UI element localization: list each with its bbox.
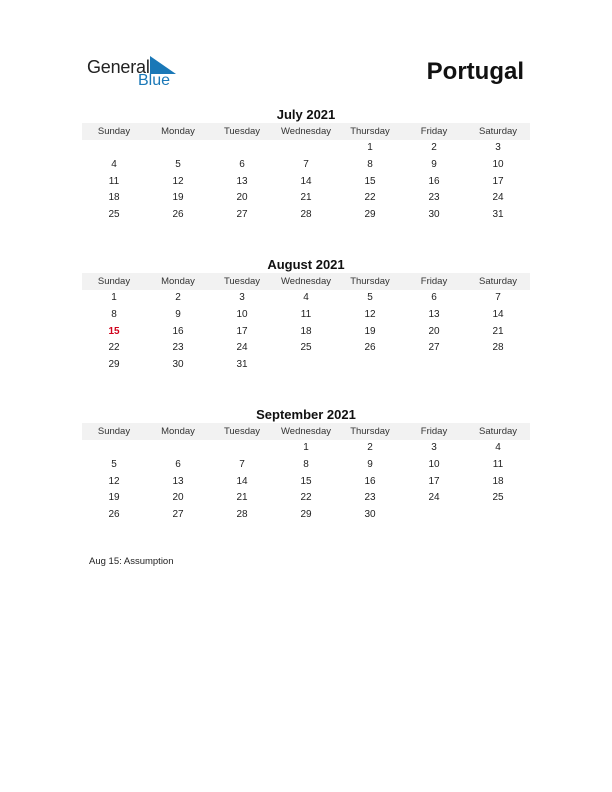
day-cell xyxy=(210,140,274,157)
week-row xyxy=(82,507,530,524)
day-cell: 10 xyxy=(492,158,504,170)
day-cell xyxy=(274,357,338,374)
day-cell: 2 xyxy=(431,142,437,153)
day-cell: 29 xyxy=(364,209,376,221)
day-cell: 11 xyxy=(300,308,312,320)
day-cell: 18 xyxy=(492,475,504,487)
day-cell: 1 xyxy=(111,292,117,303)
day-cell: 23 xyxy=(428,192,440,204)
weekday-label: Wednesday xyxy=(281,276,331,287)
weekday-label: Thursday xyxy=(350,126,390,137)
day-cell: 29 xyxy=(300,509,312,521)
weekday-label: Monday xyxy=(161,426,195,437)
day-cell: 29 xyxy=(108,359,120,371)
weekday-label: Sunday xyxy=(97,276,131,287)
day-cell: 23 xyxy=(364,492,376,504)
day-cell: 25 xyxy=(300,342,312,354)
month-block xyxy=(82,106,530,224)
day-cell: 15 xyxy=(300,475,312,487)
week-row xyxy=(82,340,530,357)
day-cell: 26 xyxy=(172,209,184,221)
day-cell: 10 xyxy=(236,308,248,320)
day-cell: 25 xyxy=(108,209,120,221)
logo-text-blue: Blue xyxy=(138,72,171,89)
day-cell: 24 xyxy=(492,192,504,204)
day-cell xyxy=(338,357,402,374)
weekday-label: Tuesday xyxy=(223,276,261,287)
day-cell xyxy=(146,440,210,457)
day-cell: 16 xyxy=(172,325,184,337)
weekday-label: Friday xyxy=(420,276,448,287)
week-row xyxy=(82,190,530,207)
day-cell: 5 xyxy=(111,458,117,470)
month-title: September 2021 xyxy=(256,407,356,422)
weekday-label: Sunday xyxy=(97,426,131,437)
day-cell: 24 xyxy=(236,342,248,354)
day-cell: 28 xyxy=(236,509,248,521)
day-cell xyxy=(466,507,530,524)
day-cell: 9 xyxy=(367,458,373,470)
day-cell: 30 xyxy=(428,209,440,221)
day-cell: 8 xyxy=(303,458,309,470)
weekday-label: Friday xyxy=(420,126,448,137)
week-row xyxy=(82,474,530,491)
day-cell: 27 xyxy=(172,509,184,521)
day-cell: 12 xyxy=(364,308,376,320)
day-cell: 22 xyxy=(300,492,312,504)
day-cell: 15 xyxy=(364,175,376,187)
day-cell: 5 xyxy=(367,292,373,303)
day-cell xyxy=(466,357,530,374)
day-cell xyxy=(146,140,210,157)
day-cell: 10 xyxy=(428,458,440,470)
day-cell: 24 xyxy=(428,492,440,504)
day-cell: 26 xyxy=(108,509,120,521)
day-cell: 11 xyxy=(108,175,120,187)
day-cell: 3 xyxy=(431,442,437,453)
day-cell: 13 xyxy=(428,308,440,320)
month-title: July 2021 xyxy=(276,107,336,122)
weekday-label: Monday xyxy=(161,126,195,137)
day-cell: 21 xyxy=(300,192,312,204)
week-row xyxy=(82,290,530,307)
day-cell: 27 xyxy=(236,209,248,221)
day-cell: 31 xyxy=(492,209,504,221)
day-cell: 8 xyxy=(367,158,373,170)
week-row xyxy=(82,440,530,457)
day-cell: 14 xyxy=(300,175,312,187)
day-cell: 19 xyxy=(108,492,120,504)
day-cell: 13 xyxy=(172,475,184,487)
week-row xyxy=(82,140,530,157)
day-cell: 11 xyxy=(492,458,504,470)
day-cell: 17 xyxy=(428,475,440,487)
month-block xyxy=(82,406,530,524)
weekday-label: Thursday xyxy=(350,426,390,437)
weekday-label: Saturday xyxy=(478,126,518,137)
day-cell: 19 xyxy=(364,325,376,337)
day-cell: 28 xyxy=(492,342,504,354)
day-cell: 21 xyxy=(236,492,248,504)
holiday-notes xyxy=(89,556,174,567)
day-cell: 22 xyxy=(364,192,376,204)
day-cell: 5 xyxy=(175,158,181,170)
weekday-label: Saturday xyxy=(478,426,518,437)
weekday-label: Friday xyxy=(420,426,448,437)
day-cell: 28 xyxy=(300,209,312,221)
weekday-label: Monday xyxy=(161,276,195,287)
weekday-header-row xyxy=(82,273,530,290)
day-cell: 6 xyxy=(175,458,181,470)
day-cell: 13 xyxy=(236,175,248,187)
day-cell: 12 xyxy=(172,175,184,187)
day-cell: 31 xyxy=(236,359,248,371)
day-cell: 20 xyxy=(236,192,248,204)
day-cell: 14 xyxy=(492,308,504,320)
day-cell: 1 xyxy=(367,142,373,153)
day-cell: 8 xyxy=(111,308,117,320)
week-row xyxy=(82,490,530,507)
day-cell: 16 xyxy=(428,175,440,187)
week-row xyxy=(82,324,530,341)
day-cell: 7 xyxy=(303,158,309,170)
day-cell: 18 xyxy=(300,325,312,337)
day-cell: 26 xyxy=(364,342,376,354)
day-cell: 4 xyxy=(495,442,501,453)
day-cell: 2 xyxy=(367,442,373,453)
day-cell: 17 xyxy=(492,175,504,187)
week-row xyxy=(82,174,530,191)
weekday-label: Tuesday xyxy=(223,126,261,137)
day-cell: 16 xyxy=(364,475,376,487)
month-title: August 2021 xyxy=(267,257,345,272)
week-row xyxy=(82,207,530,224)
day-cell xyxy=(82,140,146,157)
day-cell: 1 xyxy=(303,442,309,453)
day-cell: 3 xyxy=(495,142,501,153)
generalblue-logo xyxy=(87,55,187,91)
day-cell: 19 xyxy=(172,192,184,204)
day-cell: 6 xyxy=(239,158,245,170)
day-cell: 14 xyxy=(236,475,248,487)
weekday-header-row xyxy=(82,123,530,140)
day-cell: 20 xyxy=(172,492,184,504)
week-row xyxy=(82,357,530,374)
day-cell xyxy=(210,440,274,457)
day-cell: 22 xyxy=(108,342,120,354)
weekday-label: Sunday xyxy=(97,126,131,137)
day-cell: 9 xyxy=(431,158,437,170)
holiday-note: Aug 15: Assumption xyxy=(89,556,174,567)
week-row xyxy=(82,157,530,174)
week-row xyxy=(82,457,530,474)
country-title: Portugal xyxy=(426,58,524,85)
weekday-label: Thursday xyxy=(350,276,390,287)
day-cell: 6 xyxy=(431,292,437,303)
day-cell: 23 xyxy=(172,342,184,354)
day-cell: 30 xyxy=(364,509,376,521)
weekday-label: Wednesday xyxy=(281,126,331,137)
weekday-header-row xyxy=(82,423,530,440)
day-cell-holiday: 15 xyxy=(108,325,120,337)
day-cell: 4 xyxy=(111,158,117,170)
week-row xyxy=(82,307,530,324)
day-cell: 7 xyxy=(239,458,245,470)
weekday-label: Tuesday xyxy=(223,426,261,437)
day-cell: 18 xyxy=(108,192,120,204)
day-cell: 21 xyxy=(492,325,504,337)
day-cell xyxy=(402,357,466,374)
weekday-label: Saturday xyxy=(478,276,518,287)
month-block xyxy=(82,256,530,374)
day-cell xyxy=(82,440,146,457)
day-cell: 20 xyxy=(428,325,440,337)
day-cell: 27 xyxy=(428,342,440,354)
day-cell xyxy=(402,507,466,524)
day-cell: 2 xyxy=(175,292,181,303)
day-cell: 30 xyxy=(172,359,184,371)
day-cell: 7 xyxy=(495,292,501,303)
day-cell: 4 xyxy=(303,292,309,303)
day-cell: 12 xyxy=(108,475,120,487)
weekday-label: Wednesday xyxy=(281,426,331,437)
day-cell xyxy=(274,140,338,157)
day-cell: 17 xyxy=(236,325,248,337)
day-cell: 3 xyxy=(239,292,245,303)
logo-text-general: General xyxy=(87,57,150,77)
day-cell: 9 xyxy=(175,308,181,320)
day-cell: 25 xyxy=(492,492,504,504)
